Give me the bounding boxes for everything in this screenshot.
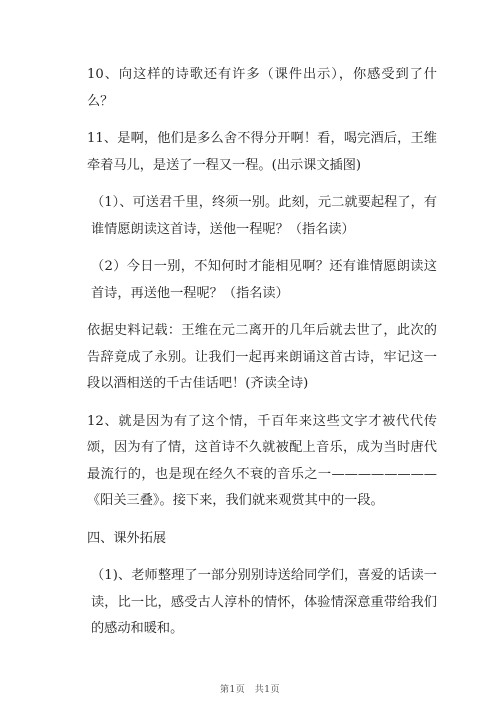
paragraph-history-note: 依据史料记载：王维在元二离开的几年后就去世了，此次的告辞竟成了永别。让我们一起再来朗诵这首古诗，牢记这一段以酒相送的千古佳话吧！(齐读全诗) <box>87 323 437 391</box>
paragraph-sub-2: （2）今日一别，不知何时才能相见啊？还有谁情愿朗读这首诗，再送他一程呢？（指名读） <box>91 259 437 301</box>
paragraph-sub-1: （1）、可送君千里，终须一别。此刻，元二就要起程了，有谁情愿朗读这首诗，送他一程呢？（指名读） <box>91 195 437 237</box>
document-body <box>87 62 437 643</box>
paragraph-item-11: 11、是啊，他们是多么舍不得分开啊！看，喝完酒后，王维牵着马儿，是送了一程又一程。(出示课文插图) <box>87 131 437 173</box>
paragraph-item-10: 10、向这样的诗歌还有许多（课件出示），你感受到了什么？ <box>87 67 437 109</box>
paragraph-extension-1: （1)、老师整理了一部分别别诗送给同学们，喜爱的话读一读，比一比，感受古人淳朴的情怀，体验情深意重带给我们的感动和暖和。 <box>91 568 437 636</box>
section-heading-extension: 四、课外拓展 <box>87 530 167 546</box>
paragraph-item-12: 12、就是因为有了这个情，千百年来这些文字才被代代传颂，因为有了情，这首诗不久就被配上音乐，成为当时唐代最流行的，也是现在经久不衰的音乐之一————————《阳关三叠》。接下来，我们就来观赏其中的一段。 <box>87 413 437 508</box>
page-footer: 第1页 共1页 <box>220 685 280 695</box>
